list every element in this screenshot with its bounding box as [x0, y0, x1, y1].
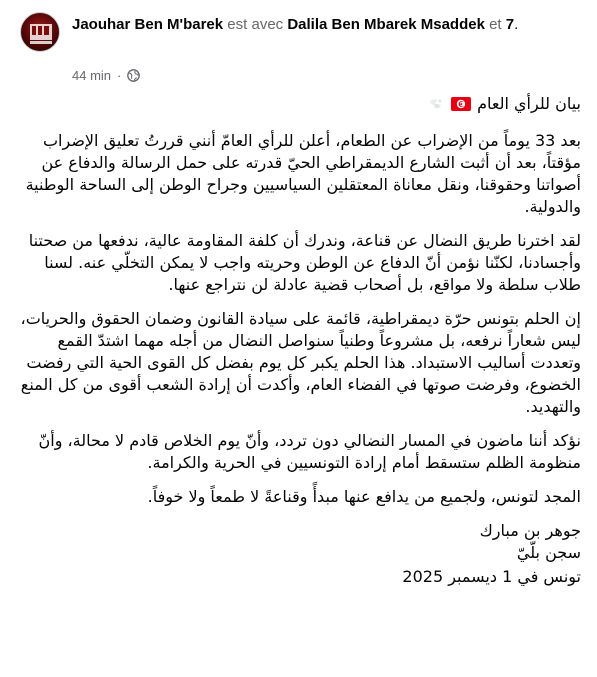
post-header-text: [72, 14, 581, 36]
post-paragraph-4: نؤكد أننا ماضون في المسار النضالي دون تردد، وأنّ يوم الخلاص قادم لا محالة، وأنّ منظومة الظلم ستسقط أمام إرادة التونسيين في الحرية والكرامة.: [38, 431, 581, 472]
post-paragraph-2: لقد اخترنا طريق النضال عن قناعة، وندرك أن كلفة المقاومة عالية، ندفعها من صحتنا وأجسادنا، لكنّنا نؤمن أنّ الدفاع عن الوطن وحريته واجب لا يمكن التخلّي عنه. لسنا طلاب سلطة ولا مواقع، بل أصحاب قضية عادلة لن نتراجع عنها.: [28, 231, 581, 294]
avatar-image: [21, 13, 60, 52]
post-body: [18, 92, 581, 588]
author-avatar[interactable]: [20, 12, 60, 52]
post-header: [20, 12, 581, 92]
post-title-line: [18, 92, 581, 116]
post-paragraph-5: المجد لتونس، ولجميع من يدافع عنها مبدأً وقناعةً لا طمعاً ولا خوفاً.: [147, 487, 581, 506]
tagged-person[interactable]: Dalila Ben Mbarek Msaddek: [287, 16, 485, 33]
signature-block: [18, 520, 581, 588]
meta-separator: ·: [117, 68, 122, 83]
header-period: .: [514, 16, 519, 33]
post-meta: [72, 68, 140, 83]
sparkle-icon: [425, 97, 445, 111]
post-title: بيان للرأي العام: [477, 94, 581, 113]
with-text: est avec: [227, 16, 284, 33]
and-text: et: [489, 16, 502, 33]
others-count[interactable]: [506, 16, 514, 33]
post-paragraph-1: بعد 33 يوماً من الإضراب عن الطعام، أعلن للرأي العامّ أنني قررتُ تعليق الإضراب مؤقتاً، بعد أن أثبت الشارع الديمقراطي الحيّ قدرته على حمل الرسالة والدفاع عن أصواتنا وحقوقنا، ونقل معاناة المعتقلين السياسيين وجراح الوطن إلى الساحة الوطنية والدولية.: [25, 131, 581, 216]
post-paragraph-3: إن الحلم بتونس حرّة ديمقراطية، قائمة على سيادة القانون وضمان الحقوق والحريات، ليس شعاراً نرفعه، بل مشروعاً وطنياً سنواصل النضال من أجله مهما اشتدّ القمع وتعددت أساليب الاستبداد. هذا الحلم يكبر كل يوم بفضل كل القوى الحية التي رفضت الخضوع، وفرضت صوتها في الفضاء العام، وأكدت أن إرادة الشعب أقوى من كل المنع والتهديد.: [20, 309, 581, 416]
globe-icon[interactable]: [127, 69, 140, 82]
author-name[interactable]: Jaouhar Ben M'barek: [72, 16, 224, 33]
post-time[interactable]: 44 min: [72, 68, 112, 83]
others-count-number: 7: [505, 16, 515, 33]
signature-name: جوهر بن مبارك: [479, 521, 581, 540]
tunisia-flag-icon: [451, 97, 471, 111]
signature-place: سجن بلّيّ: [516, 543, 581, 562]
signature-date: تونس في 1 ديسمبر 2025: [402, 567, 581, 586]
